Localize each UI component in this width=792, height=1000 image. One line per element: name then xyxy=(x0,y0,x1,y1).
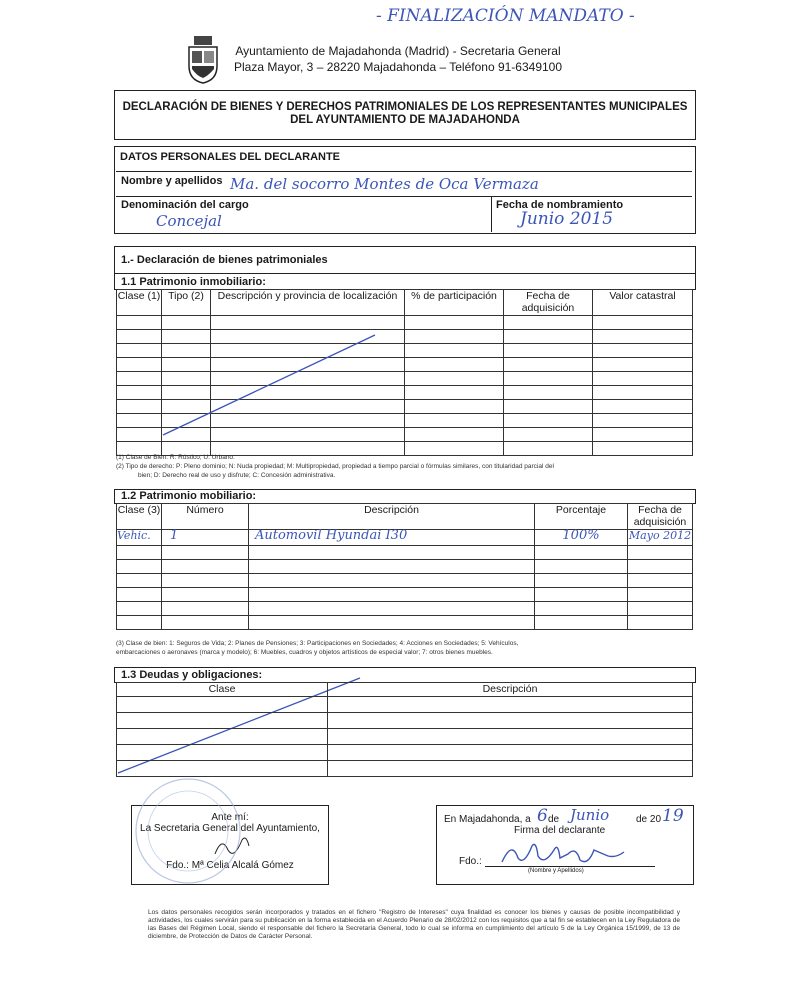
name-label: Nombre y apellidos xyxy=(121,175,223,187)
table-row xyxy=(117,560,693,574)
col-fecha: Fecha de adquisición xyxy=(504,290,593,316)
note-2b: bien; D: Derecho real de uso y disfrute; C: Concesión administrativa. xyxy=(138,472,336,479)
col-porcentaje: Porcentaje xyxy=(535,504,628,530)
table-row xyxy=(117,574,693,588)
month-value: Junio xyxy=(570,806,610,824)
note-3b: embarcaciones o aeronaves (marca y modelo); 6: Muebles, cuadros y objetos artísticos de especial valor; 7: otros bienes muebles. xyxy=(116,649,493,656)
col-valor: Valor catastral xyxy=(593,290,693,316)
official-stamp-icon xyxy=(118,776,258,886)
name-value: Ma. del socorro Montes de Oca Vermaza xyxy=(230,175,539,193)
row-descripcion: Automovil Hyundai I30 xyxy=(249,530,535,546)
col-participacion: % de participación xyxy=(405,290,504,316)
col-clase: Clase xyxy=(117,683,328,697)
firma-label: Firma del declarante xyxy=(514,825,606,836)
note-3: (3) Clase de bien: 1: Seguros de Vida; 2: Planes de Pensiones; 3: Participaciones en Sociedades; 4: Acciones en Sociedades; 5: Vehículos, xyxy=(116,640,519,647)
table-row xyxy=(117,530,693,546)
de-label: de xyxy=(548,814,560,825)
title-line-2: DEL AYUNTAMIENTO DE MAJADAHONDA xyxy=(290,114,520,126)
table-row xyxy=(117,616,693,630)
date-value: Junio 2015 xyxy=(520,209,614,229)
table-row xyxy=(117,729,693,745)
sub12-title: 1.2 Patrimonio mobiliario: xyxy=(121,490,257,502)
table-row xyxy=(117,588,693,602)
col-clase: Clase (1) xyxy=(117,290,162,316)
nombre-label: (Nombre y Apellidos) xyxy=(528,868,584,874)
declarant-signature-icon xyxy=(498,836,628,870)
title-line-1: DECLARACIÓN DE BIENES Y DERECHOS PATRIMONIALES DE LOS REPRESENTANTES MUNICIPALES xyxy=(122,101,688,113)
col-numero: Número xyxy=(162,504,249,530)
header-line-2: Plaza Mayor, 3 – 28220 Majadahonda – Teléfono 91-6349100 xyxy=(233,60,563,74)
secretary-name: Fdo.: Mª Celia Alcalá Gómez xyxy=(166,860,294,871)
col-tipo: Tipo (2) xyxy=(162,290,211,316)
col-fecha: Fecha de adquisición xyxy=(628,504,693,530)
position-value: Concejal xyxy=(156,212,222,230)
col-descripcion: Descripción xyxy=(249,504,535,530)
row-fecha: Mayo 2012 xyxy=(628,530,693,546)
de-year-label: de 20 xyxy=(636,814,662,825)
deudas-table xyxy=(116,682,693,777)
sub11-title: 1.1 Patrimonio inmobiliario: xyxy=(121,276,266,288)
footer-legal-text: Los datos personales recogidos serán incorporados y tratados en el fichero "Registro de Intereses" cuya finalidad es conocer los bienes y causas de posible incompatibilidad y actividades, los cuales servirán para su publicación en la forma establecida en el Acuerdo Plenario de 28/02/2012 con los requisitos que a tal fin se establecen en la Ley Reguladora de las Bases del Régimen Local, siendo el responsable del fichero la Secretaría General, todo lo cual se informa en cumplimiento del artículo 5 de la Ley Orgánica 15/1999, de 13 de diciembre, de Protección de Datos de Carácter Personal. xyxy=(148,909,680,940)
year-value: 19 xyxy=(662,806,684,826)
handwritten-annotation: - FINALIZACIÓN MANDATO - xyxy=(376,6,635,26)
position-label: Denominación del cargo xyxy=(121,199,249,211)
table-row xyxy=(117,761,693,777)
table-row xyxy=(117,745,693,761)
header-line-1: Ayuntamiento de Majadahonda (Madrid) - Secretaria General xyxy=(235,44,561,58)
col-clase: Clase (3) xyxy=(117,504,162,530)
table-row xyxy=(117,713,693,729)
day-value: 6 xyxy=(537,806,548,826)
note-2: (2) Tipo de derecho: P: Pleno dominio; N: Nuda propiedad; M: Multipropiedad, propiedad a tiempo parcial o fórmulas similares, con titularidad parcial del xyxy=(116,463,554,470)
section1-title: 1.- Declaración de bienes patrimoniales xyxy=(121,254,328,266)
col-descripcion: Descripción y provincia de localización xyxy=(211,290,405,316)
fdo-label: Fdo.: xyxy=(459,856,482,867)
secretaria-label: La Secretaria General del Ayuntamiento, xyxy=(140,823,320,834)
place-label: En Majadahonda, a xyxy=(444,814,531,825)
col-descripcion: Descripción xyxy=(328,683,693,697)
table-row xyxy=(117,697,693,713)
ante-label: Ante mí: xyxy=(211,812,249,823)
table-row xyxy=(117,546,693,560)
row-clase: Vehic. xyxy=(117,530,162,546)
row-porcentaje: 100% xyxy=(535,530,628,546)
date-label: Fecha de nombramiento xyxy=(496,199,624,211)
table-row xyxy=(117,602,693,616)
row-numero: 1 xyxy=(162,530,249,546)
sub13-title: 1.3 Deudas y obligaciones: xyxy=(121,669,263,681)
personal-section-label: DATOS PERSONALES DEL DECLARANTE xyxy=(120,151,341,163)
note-1: (1) Clase de Bien: R: Rústico; U: Urbano. xyxy=(116,454,235,461)
mobiliario-table xyxy=(116,503,693,630)
